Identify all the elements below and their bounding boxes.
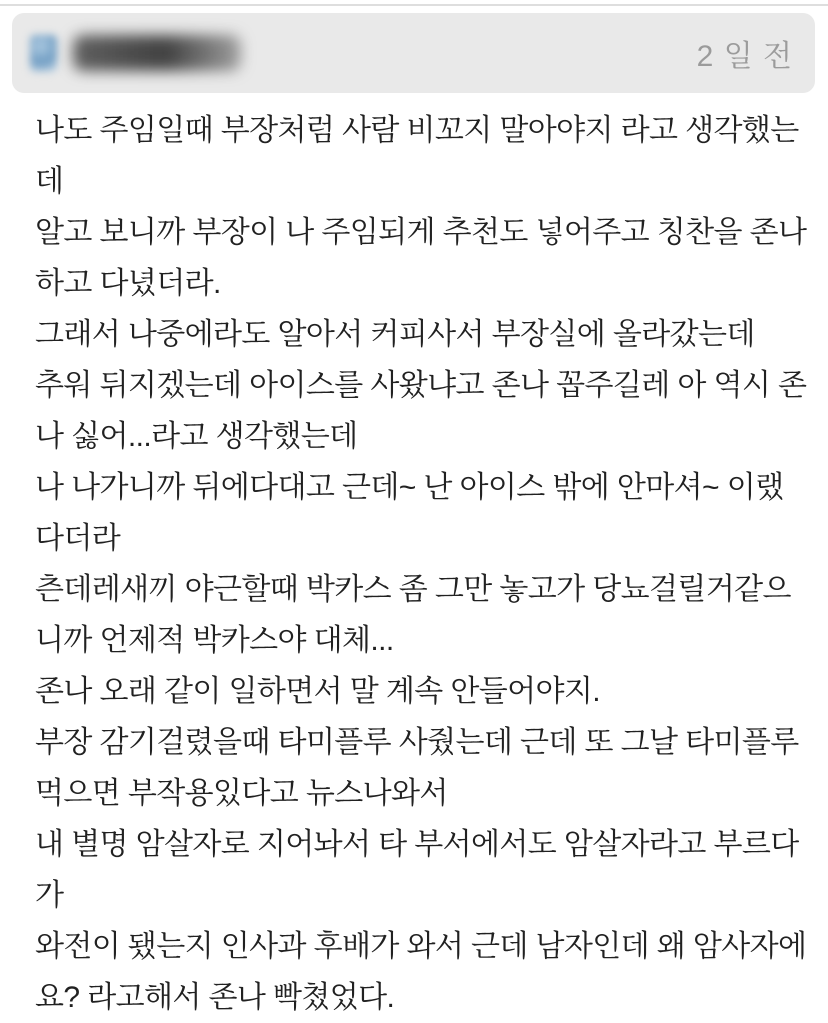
body-text-line: 가 xyxy=(35,879,64,912)
top-divider xyxy=(0,4,828,6)
username-redacted[interactable] xyxy=(73,35,241,71)
body-text-line: 그래서 나중에라도 알아서 커피사서 부장실에 올라갔는데 xyxy=(35,318,755,351)
body-text-line: 내 별명 암살자로 지어놔서 타 부서에서도 암살자라고 부르다 xyxy=(35,828,799,861)
body-text-line: 부장 감기걸렸을때 타미플루 사줬는데 근데 또 그날 타미플루 xyxy=(35,726,799,759)
body-text-line: 와전이 됐는지 인사과 후배가 와서 근데 남자인데 왜 암사자에 xyxy=(35,930,807,963)
body-text-line: 알고 보니까 부장이 나 주임되게 추천도 넣어주고 칭찬을 존나 xyxy=(35,216,807,249)
body-text-line: 데 xyxy=(35,165,64,198)
body-text-line: 다더라 xyxy=(35,522,121,555)
body-text-line: 먹으면 부작용있다고 뉴스나와서 xyxy=(35,777,448,810)
body-text-line: 나도 주임일때 부장처럼 사람 비꼬지 말아야지 라고 생각했는 xyxy=(35,114,799,147)
body-text-line: 나 나가니까 뒤에다대고 근데~ 난 아이스 밖에 안마셔~ 이랬 xyxy=(35,471,784,504)
body-text-line: 존나 오래 같이 일하면서 말 계속 안들어야지. xyxy=(35,675,600,708)
body-text-line: 나 싫어...라고 생각했는데 xyxy=(35,420,358,453)
body-text-line: 하고 다녔더라. xyxy=(35,267,221,300)
body-text-line: 추워 뒤지겠는데 아이스를 사왔냐고 존나 꼽주길레 아 역시 존 xyxy=(35,369,807,402)
body-text-line: 요? 라고해서 존나 빡쳤었다. xyxy=(35,981,395,1014)
timestamp: 2 일 전 xyxy=(696,40,793,73)
comment-body xyxy=(35,93,812,1023)
comment-header xyxy=(12,13,815,93)
user-avatar-icon[interactable] xyxy=(30,35,57,72)
body-text-line: 츤데레새끼 야근할때 박카스 좀 그만 놓고가 당뇨걸릴거같으 xyxy=(35,573,791,606)
body-text-line: 니까 언제적 박카스야 대체... xyxy=(35,624,394,657)
